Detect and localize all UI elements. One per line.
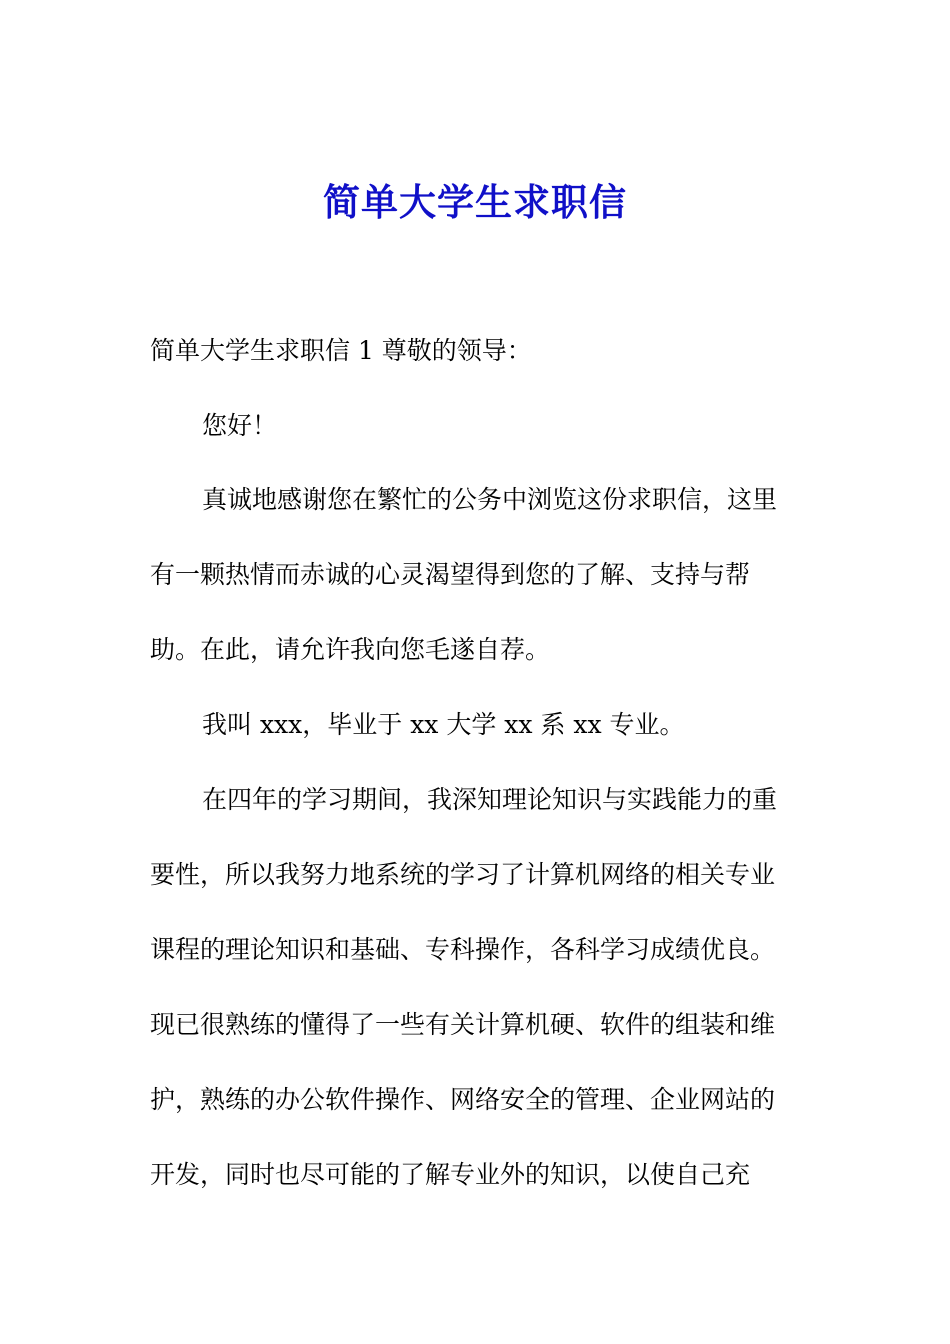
document-title: 简单大学生求职信 [323, 180, 627, 224]
text-line: 我叫 xxx，毕业于 xx 大学 xx 系 xx 专业。 [202, 710, 685, 739]
text-line: 课程的理论知识和基础、专科操作，各科学习成绩优良。 [150, 935, 776, 964]
text-line: 开发，同时也尽可能的了解专业外的知识，以使自己充 [150, 1160, 751, 1189]
text-line-salutation: 简单大学生求职信 1 尊敬的领导： [150, 336, 532, 365]
text-line: 要性，所以我努力地系统的学习了计算机网络的相关专业 [150, 860, 776, 889]
text-line: 现已很熟练的懂得了一些有关计算机硬、软件的组装和维 [150, 1010, 776, 1039]
text-line: 真诚地感谢您在繁忙的公务中浏览这份求职信，这里 [202, 485, 778, 514]
text-line: 护，熟练的办公软件操作、网络安全的管理、企业网站的 [150, 1085, 776, 1114]
text-line-greeting: 您好！ [202, 411, 278, 440]
text-line: 有一颗热情而赤诚的心灵渴望得到您的了解、支持与帮 [150, 560, 751, 589]
text-line: 在四年的学习期间，我深知理论知识与实践能力的重 [202, 785, 778, 814]
text-line: 助。在此，请允许我向您毛遂自荐。 [150, 635, 551, 664]
